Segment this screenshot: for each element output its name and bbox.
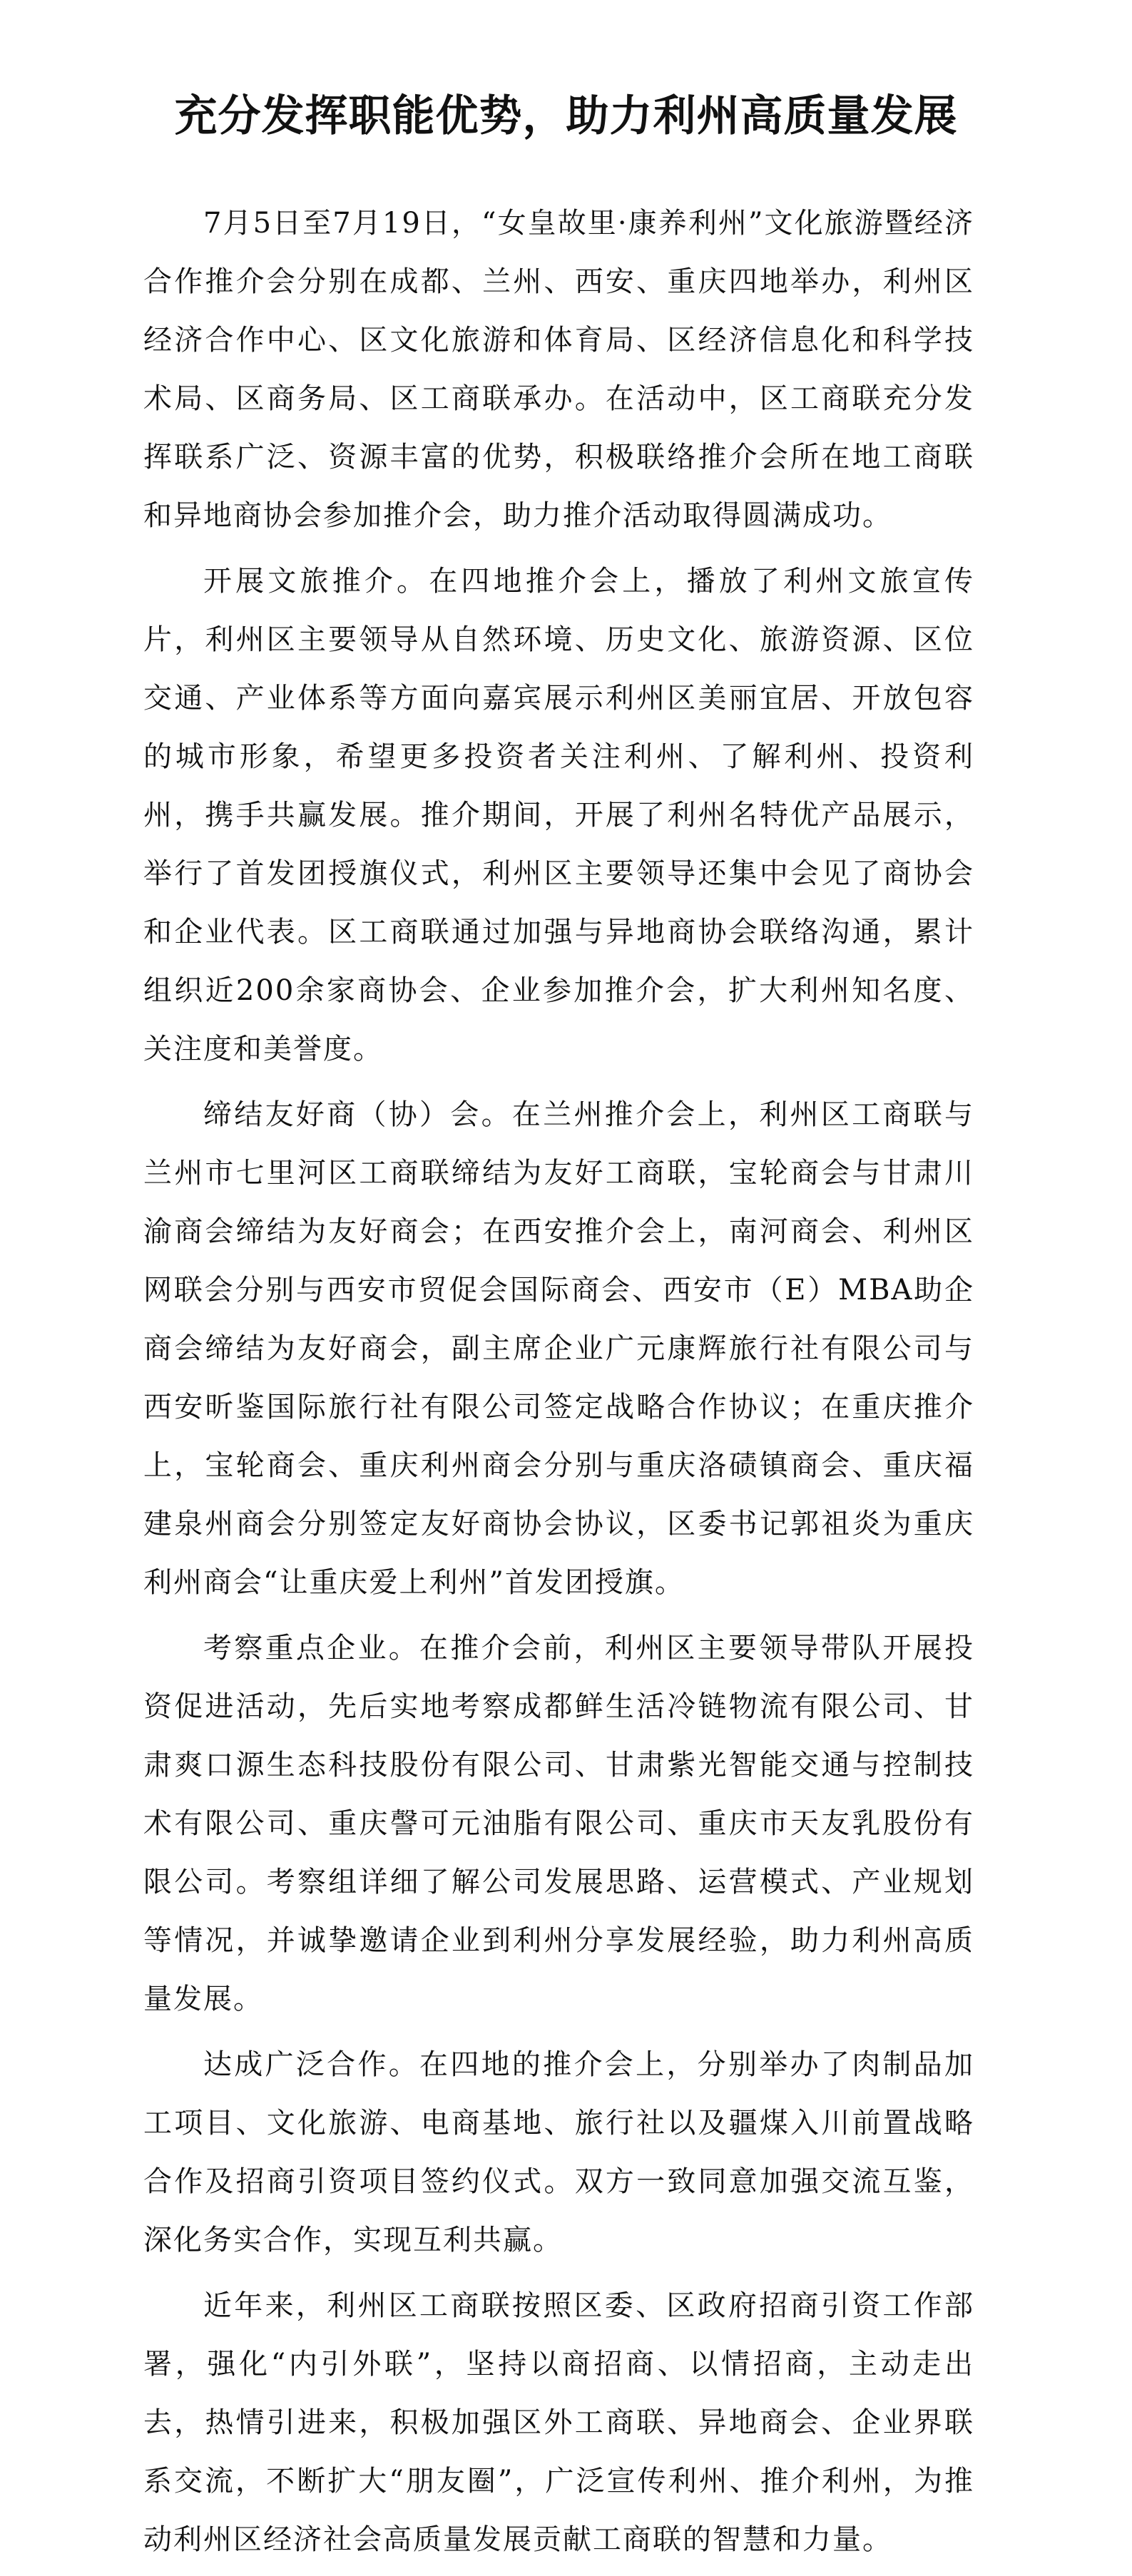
paragraph-tourism-promotion: 开展文旅推介。在四地推介会上，播放了利州文旅宣传片，利州区主要领导从自然环境、历史文化、旅游资源、区位交通、产业体系等方面向嘉宾展示利州区美丽宜居、开放包容的城市形象，希望更多投资者关注利州、了解利州、投资利州，携手共赢发展。推介期间，开展了利州名特优产品展示，举行了首发团授旗仪式，利州区主要领导还集中会见了商协会和企业代表。区工商联通过加强与异地商协会联络沟通，累计组织近200余家商协会、企业参加推介会，扩大利州知名度、关注度和美誉度。 <box>143 565 974 1065</box>
paragraph-friendly-chambers: 缔结友好商（协）会。在兰州推介会上，利州区工商联与兰州市七里河区工商联缔结为友好工商联，宝轮商会与甘肃川渝商会缔结为友好商会；在西安推介会上，南河商会、利州区网联会分别与西安市贸促会国际商会、西安市（E）MBA助企商会缔结为友好商会，副主席企业广元康辉旅行社有限公司与西安昕鉴国际旅行社有限公司签定战略合作协议；在重庆推介上，宝轮商会、重庆利州商会分别与重庆洛碛镇商会、重庆福建泉州商会分别签定友好商协会协议，区委书记郭祖炎为重庆利州商会“让重庆爱上利州”首发团授旗。 <box>143 1098 974 1599</box>
paragraph-cooperation: 达成广泛合作。在四地的推介会上，分别举办了肉制品加工项目、文化旅游、电商基地、旅行社以及疆煤入川前置战略合作及招商引资项目签约仪式。双方一致同意加强交流互鉴，深化务实合作，实现互利共赢。 <box>143 2048 974 2256</box>
paragraph-enterprise-visits: 考察重点企业。在推介会前，利州区主要领导带队开展投资促进活动，先后实地考察成都鲜生活冷链物流有限公司、甘肃爽口源生态科技股份有限公司、甘肃紫光智能交通与控制技术有限公司、重庆謦可元油脂有限公司、重庆市天友乳股份有限公司。考察组详细了解公司发展思路、运营模式、产业规划等情况，并诚挚邀请企业到利州分享发展经验，助力利州高质量发展。 <box>143 1632 974 2015</box>
article-title: 充分发挥职能优势，助力利州高质量发展 <box>174 91 958 141</box>
paragraph-conclusion: 近年来，利州区工商联按照区委、区政府招商引资工作部署，强化“内引外联”，坚持以商招商、以情招商，主动走出去，热情引进来，积极加强区外工商联、异地商会、企业界联系交流，不断扩大“朋友圈”，广泛宣传利州、推介利州，为推动利州区经济社会高质量发展贡献工商联的智慧和力量。 <box>143 2289 974 2556</box>
article-body <box>143 194 974 2576</box>
paragraph-intro: 7月5日至7月19日，“女皇故里·康养利州”文化旅游暨经济合作推介会分别在成都、兰州、西安、重庆四地举办，利州区经济合作中心、区文化旅游和体育局、区经济信息化和科学技术局、区商务局、区工商联承办。在活动中，区工商联充分发挥联系广泛、资源丰富的优势，积极联络推介会所在地工商联和异地商协会参加推介会，助力推介活动取得圆满成功。 <box>143 207 974 532</box>
